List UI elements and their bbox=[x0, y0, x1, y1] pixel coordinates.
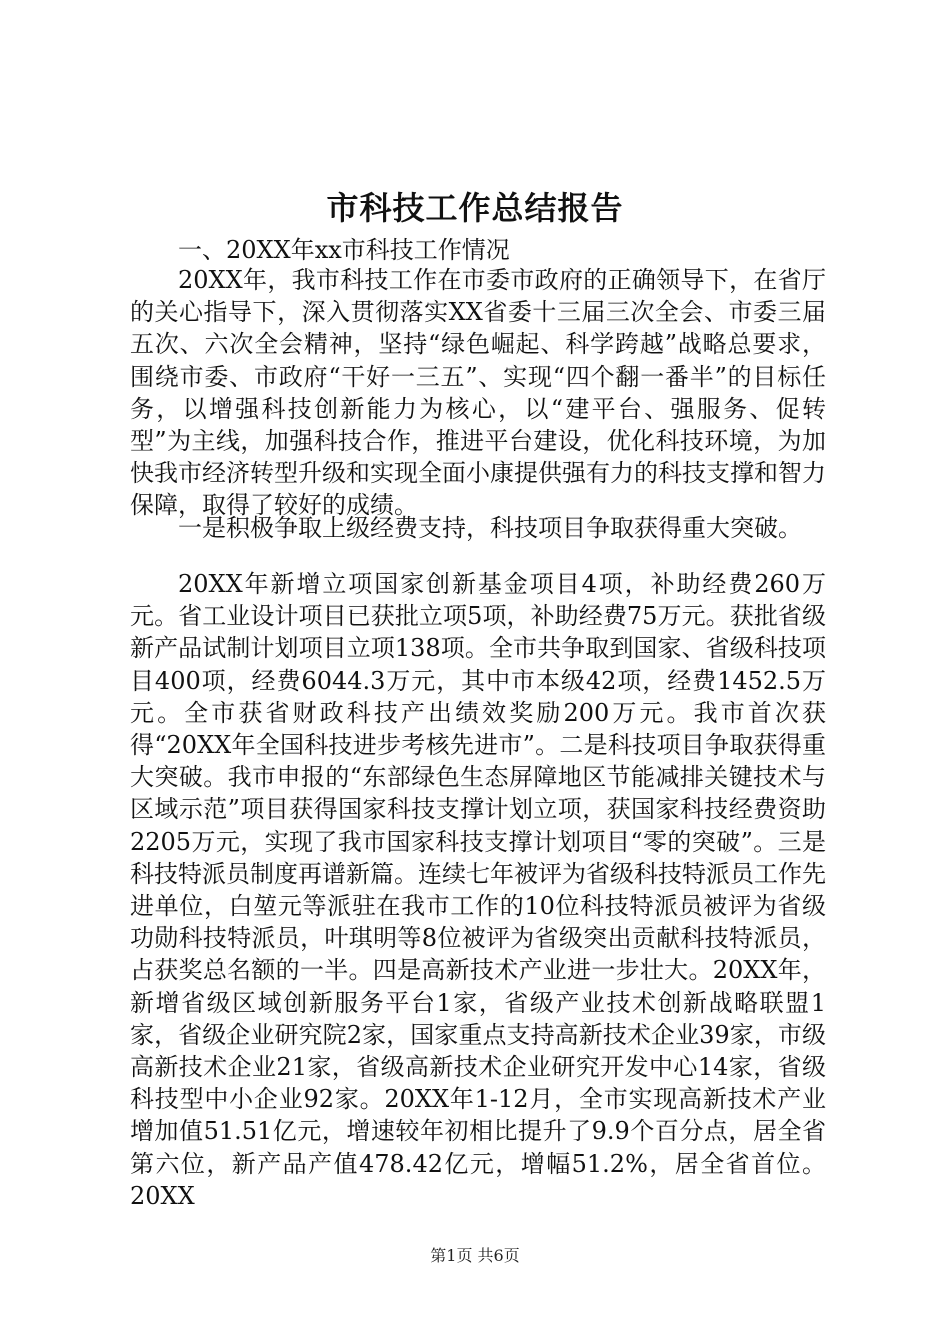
paragraph-overview: 20XX年，我市科技工作在市委市政府的正确领导下，在省厅的关心指导下，深入贯彻落实XX省委十三届三次全会、市委三届五次、六次全会精神，坚持“绿色崛起、科学跨越”战略总要求，围绕市委、市政府“干好一三五”、实现“四个翻一番半”的目标任务，以增强科技创新能力为核心，以“建平台、强服务、促转型”为主线，加强科技合作，推进平台建设，优化科技环境，为加快我市经济转型升级和实现全面小康提供强有力的科技支撑和智力保障，取得了较好的成绩。 bbox=[130, 266, 826, 520]
page-indicator: 第1页 共6页 bbox=[430, 1246, 520, 1265]
paragraph-details: 20XX年新增立项国家创新基金项目4项，补助经费260万元。省工业设计项目已获批立项5项，补助经费75万元。获批省级新产品试制计划项目立项138项。全市共争取到国家、省级科技项目400项，经费6044.3万元，其中市本级42项，经费1452.5万元。全市获省财政科技产出绩效奖励200万元。我市首次获得“20XX年全国科技进步考核先进市”。二是科技项目争取获得重大突破。我市申报的“东部绿色生态屏障地区节能减排关键技术与区域示范”项目获得国家科技支撑计划立项，获国家科技经费资助2205万元，实现了我市国家科技支撑计划项目“零的突破”。三是科技特派员制度再谱新篇。连续七年被评为省级科技特派员工作先进单位，白堃元等派驻在我市工作的10位科技特派员被评为省级功勋科技特派员，叶琪明等8位被评为省级突出贡献科技特派员，占获奖总名额的一半。四是高新技术产业进一步壮大。20XX年，新增省级区域创新服务平台1家，省级产业技术创新战略联盟1家，省级企业研究院2家，国家重点支持高新技术企业39家，市级高新技术企业21家，省级高新技术企业研究开发中心14家，省级科技型中小企业92家。20XX年1-12月，全市实现高新技术产业增加值51.51亿元，增速较年初相比提升了9.9个百分点，居全省第六位，新产品产值478.42亿元，增幅51.2%，居全省首位。20XX bbox=[130, 570, 826, 1210]
document-title: 市科技工作总结报告 bbox=[326, 189, 624, 227]
page-footer bbox=[0, 1244, 950, 1268]
paragraph-point-one: 一是积极争取上级经费支持，科技项目争取获得重大突破。 bbox=[178, 514, 802, 542]
section-heading: 一、20XX年xx市科技工作情况 bbox=[178, 236, 510, 264]
